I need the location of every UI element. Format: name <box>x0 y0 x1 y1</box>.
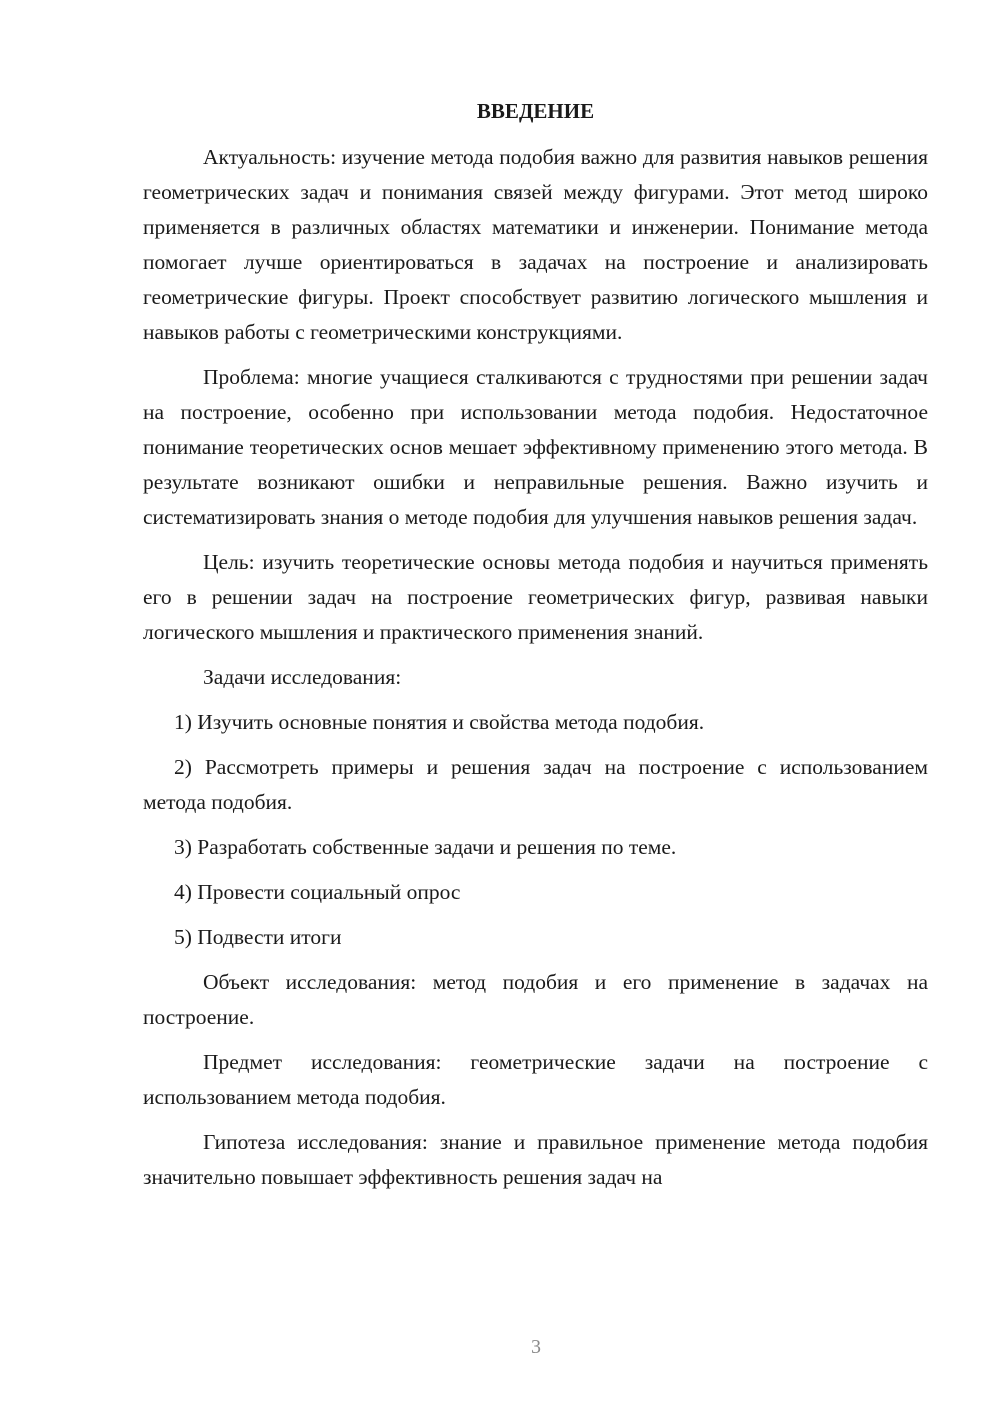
task-item-2: 2) Рассмотреть примеры и решения задач на построение с использованием метода подобия. <box>143 755 928 814</box>
paragraph-hypothesis: Гипотеза исследования: знание и правильное применение метода подобия значительно повышает эффективность решения задач на <box>143 1130 928 1189</box>
task-item-1: 1) Изучить основные понятия и свойства метода подобия. <box>174 710 705 734</box>
paragraph-object: Объект исследования: метод подобия и его применение в задачах на построение. <box>143 970 928 1029</box>
paragraph-subject: Предмет исследования: геометрические задачи на построение с использованием метода подобия. <box>143 1050 928 1109</box>
section-heading: ВВЕДЕНИЕ <box>476 99 595 123</box>
paragraph-relevance: Актуальность: изучение метода подобия важно для развития навыков решения геометрических задач и понимания связей между фигурами. Этот метод широко применяется в различных областях математики и инженерии. Понимание метода помогает лучше ориентироваться в задачах на построение и анализировать геометрические фигуры. Проект способствует развитию логического мышления и навыков работы с геометрическими конструкциями. <box>143 145 928 344</box>
task-item-3: 3) Разработать собственные задачи и решения по теме. <box>174 835 677 859</box>
page-number: 3 <box>531 1336 541 1358</box>
tasks-heading: Задачи исследования: <box>203 665 402 689</box>
paragraph-problem: Проблема: многие учащиеся сталкиваются с трудностями при решении задач на построение, особенно при использовании метода подобия. Недостаточное понимание теоретических основ мешает эффективному применению этого метода. В результате возникают ошибки и неправильные решения. Важно изучить и систематизировать знания о методе подобия для улучшения навыков решения задач. <box>143 365 928 529</box>
task-item-5: 5) Подвести итоги <box>174 925 342 949</box>
paragraph-goal: Цель: изучить теоретические основы метода подобия и научиться применять его в решении задач на построение геометрических фигур, развивая навыки логического мышления и практического применения знаний. <box>143 550 928 644</box>
task-item-4: 4) Провести социальный опрос <box>174 880 461 904</box>
page-content <box>143 96 928 1195</box>
